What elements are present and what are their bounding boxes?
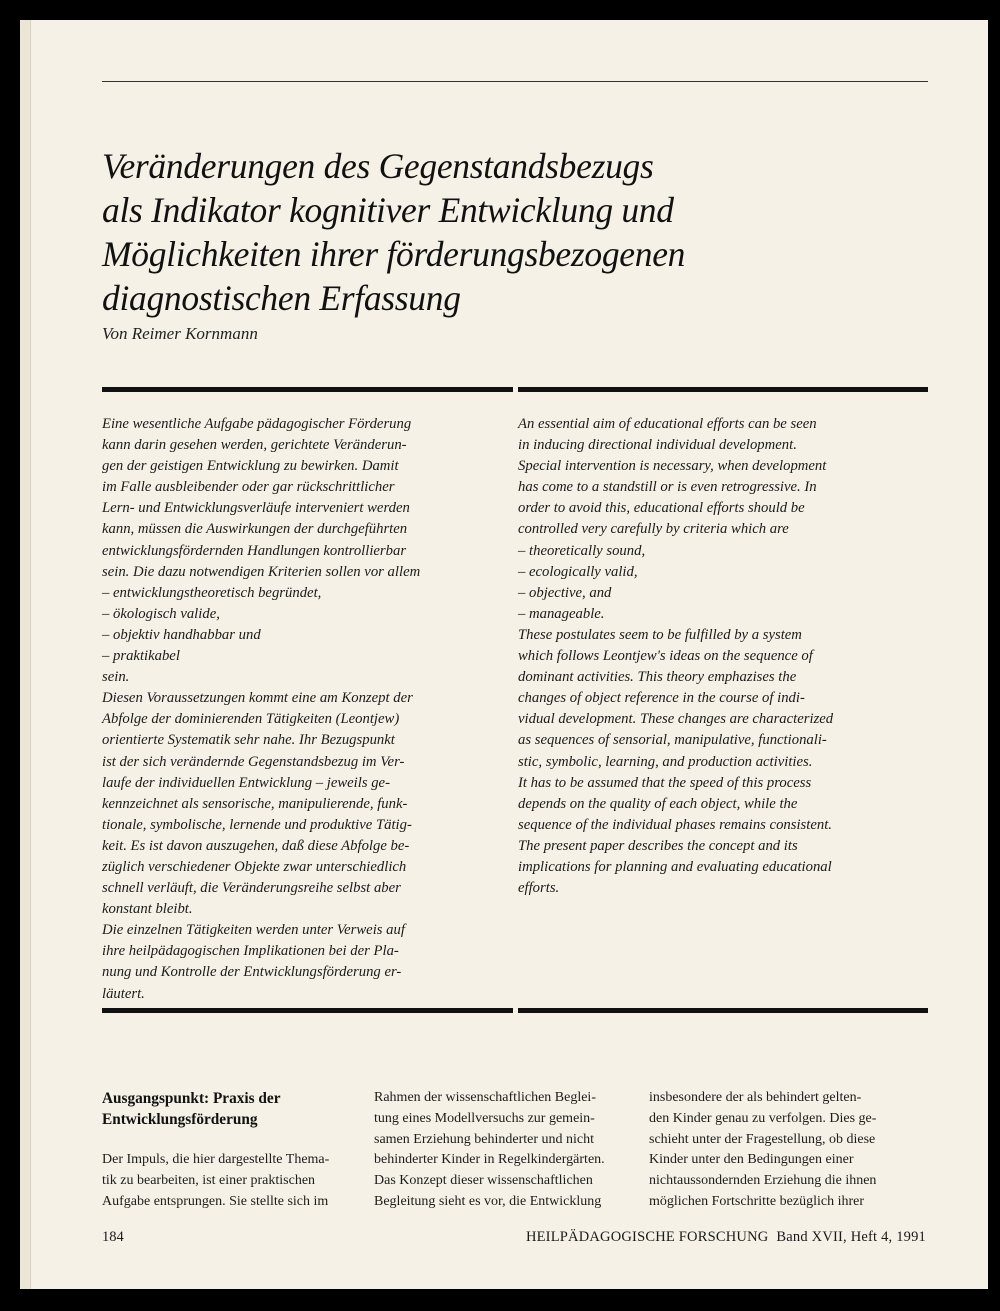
text-line: tung eines Modellversuchs zur gemein-: [374, 1110, 595, 1126]
page-number: 184: [102, 1229, 124, 1245]
text-line: kennzeichnet als sensorische, manipulierende, funk-: [102, 795, 408, 812]
text-line: kann, müssen die Auswirkungen der durchgeführten: [102, 521, 408, 538]
text-line: Special intervention is necessary, when development: [518, 458, 827, 475]
text-line: Lern- und Entwicklungsverläufe interveniert werden: [102, 500, 410, 517]
abstract-german: [102, 414, 514, 1005]
text-line: tik zu bearbeiten, ist einer praktischen: [102, 1172, 316, 1188]
text-line: insbesondere der als behindert gelten-: [649, 1090, 862, 1105]
abstract-divider-bottom-right: [518, 1008, 928, 1013]
text-line: – theoretically sound,: [518, 542, 646, 559]
text-line: Rahmen der wissenschaftlichen Beglei-: [374, 1090, 596, 1105]
text-line: sein. Die dazu notwendigen Kriterien sollen vor allem: [102, 563, 421, 580]
text-line: samen Erziehung behinderter und nicht: [374, 1131, 595, 1147]
text-line: changes of object reference in the course of indi-: [518, 690, 805, 707]
text-line: nung und Kontrolle der Entwicklungsförderung er-: [102, 964, 402, 981]
page-spine: [20, 20, 31, 1289]
text-line: – entwicklungstheoretisch begründet,: [102, 584, 322, 601]
text-line: den Kinder genau zu verfolgen. Dies ge-: [649, 1110, 877, 1126]
journal-issue: Band XVII, Heft 4, 1991: [776, 1229, 926, 1245]
text-line: im Falle ausbleibender oder gar rückschrittlicher: [102, 479, 395, 496]
text-line: stic, symbolic, learning, and production activities.: [518, 753, 813, 770]
text-line: schieht unter der Fragestellung, ob diese: [649, 1131, 876, 1147]
text-line: dominant activities. This theory emphazises the: [518, 669, 797, 686]
text-line: vidual development. These changes are characterized: [518, 711, 834, 728]
author-byline: Von Reimer Kornmann: [102, 324, 258, 343]
body-column-1: [102, 1150, 364, 1212]
text-line: ist der sich verändernde Gegenstandsbezug im Ver-: [102, 753, 405, 770]
text-line: sequence of the individual phases remains consistent.: [518, 816, 832, 833]
text-line: – objective, and: [518, 584, 612, 601]
journal-footer: [526, 1229, 926, 1246]
text-line: Aufgabe entsprungen. Sie stellte sich im: [102, 1193, 329, 1209]
text-line: in inducing directional individual development.: [518, 437, 797, 454]
text-line: orientierte Systematik sehr nahe. Ihr Bezugspunkt: [102, 732, 395, 749]
section-heading: [102, 1088, 281, 1130]
text-line: efforts.: [518, 880, 560, 897]
text-line: – ökologisch valide,: [102, 605, 220, 622]
text-line: These postulates seem to be fulfilled by a system: [518, 626, 802, 643]
text-line: gen der geistigen Entwicklung zu bewirken. Damit: [102, 458, 399, 475]
text-line: An essential aim of educational efforts can be seen: [518, 416, 817, 432]
text-line: sein.: [102, 669, 130, 686]
text-line: Die einzelnen Tätigkeiten werden unter Verweis auf: [102, 922, 405, 939]
text-line: depends on the quality of each object, while the: [518, 795, 798, 812]
top-rule: [102, 81, 928, 82]
text-line: nichtaussondernden Erziehung die ihnen: [649, 1173, 877, 1189]
heading-line: Ausgangspunkt: Praxis der: [102, 1090, 281, 1107]
text-line: which follows Leontjew's ideas on the sequence of: [518, 648, 813, 665]
text-line: has come to a standstill or is even retrogressive. In: [518, 479, 817, 496]
text-line: controlled very carefully by criteria which are: [518, 521, 789, 538]
text-line: Kinder unter den Bedingungen einer: [649, 1152, 854, 1168]
title-line: Veränderungen des Gegenstandsbezugs: [102, 146, 654, 186]
title-line: als Indikator kognitiver Entwicklung und: [102, 190, 674, 230]
text-line: It has to be assumed that the speed of this process: [518, 774, 812, 791]
journal-name: HEILPÄDAGOGISCHE FORSCHUNG: [525, 1229, 769, 1245]
text-line: konstant bleibt.: [102, 901, 193, 918]
text-line: entwicklungsfördernden Handlungen kontrollierbar: [102, 542, 407, 559]
body-column-2: [374, 1088, 636, 1213]
text-line: Der Impuls, die hier dargestellte Thema-: [102, 1152, 330, 1167]
abstract-divider-top-right: [518, 387, 928, 392]
title-line: Möglichkeiten ihrer förderungsbezogenen: [102, 234, 686, 274]
text-line: behinderter Kinder in Regelkindergärten.: [374, 1152, 605, 1168]
text-line: Eine wesentliche Aufgabe pädagogischer Förderung: [102, 416, 412, 432]
text-line: The present paper describes the concept and its: [518, 837, 798, 854]
text-line: ihre heilpädagogischen Implikationen bei der Pla-: [102, 943, 399, 960]
text-line: züglich verschiedener Objekte zwar unterschiedlich: [102, 858, 407, 875]
text-line: keit. Es ist davon auszugehen, daß diese Abfolge be-: [102, 837, 410, 854]
text-line: as sequences of sensorial, manipulative, functionali-: [518, 732, 827, 749]
text-line: – objektiv handhabbar und: [102, 626, 261, 643]
text-line: – ecologically valid,: [518, 563, 638, 580]
journal-page: [20, 20, 988, 1289]
text-line: – praktikabel: [102, 648, 180, 665]
text-line: laufe der individuellen Entwicklung – jeweils ge-: [102, 774, 390, 791]
text-line: möglichen Fortschritte bezüglich ihrer: [649, 1193, 864, 1209]
text-line: Abfolge der dominierenden Tätigkeiten (Leontjew): [102, 711, 400, 728]
text-line: Das Konzept dieser wissenschaftlichen: [374, 1173, 593, 1189]
abstract-divider-bottom-left: [102, 1008, 513, 1013]
text-line: tionale, symbolische, lernende und produktive Tätig-: [102, 816, 412, 833]
text-line: schnell verläuft, die Veränderungsreihe selbst aber: [102, 880, 401, 897]
text-line: – manageable.: [518, 605, 605, 622]
abstract-english: [518, 414, 928, 899]
title-line: diagnostischen Erfassung: [102, 278, 461, 318]
body-column-3: [649, 1088, 911, 1213]
text-line: läutert.: [102, 985, 145, 1002]
text-line: order to avoid this, educational efforts should be: [518, 500, 805, 517]
text-line: Begleitung sieht es vor, die Entwicklung: [374, 1193, 602, 1209]
text-line: Diesen Voraussetzungen kommt eine am Konzept der: [102, 690, 413, 707]
article-title: [102, 144, 922, 320]
text-line: implications for planning and evaluating educational: [518, 858, 832, 875]
abstract-divider-top-left: [102, 387, 513, 392]
text-line: kann darin gesehen werden, gerichtete Veränderun-: [102, 437, 407, 454]
heading-line: Entwicklungsförderung: [102, 1111, 258, 1128]
